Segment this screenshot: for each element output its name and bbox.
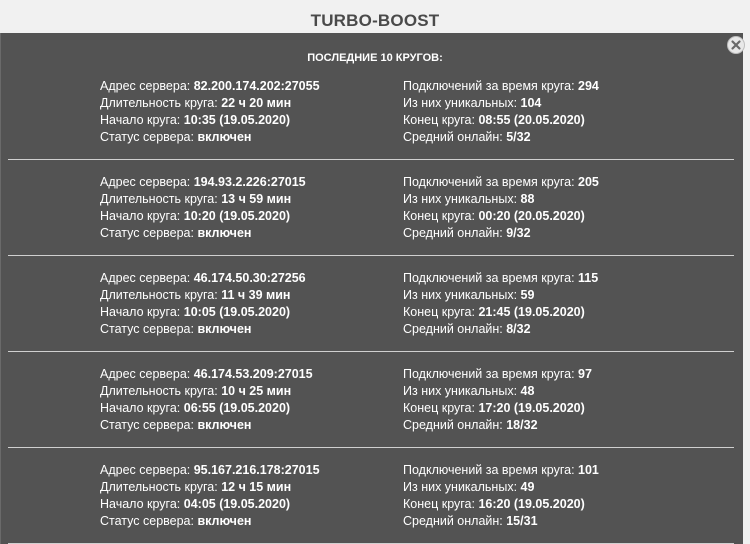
round-server-address-label: Адрес сервера: bbox=[100, 175, 194, 189]
round-avg-online-row bbox=[403, 129, 599, 146]
round-unique-row bbox=[403, 479, 599, 496]
round-unique-label: Из них уникальных: bbox=[403, 96, 521, 110]
round-end-value: 16:20 (19.05.2020) bbox=[478, 497, 585, 511]
round-status-label: Статус сервера: bbox=[100, 514, 198, 528]
round-duration-value: 12 ч 15 мин bbox=[221, 480, 292, 494]
round-unique-row bbox=[403, 95, 599, 112]
round-status-label: Статус сервера: bbox=[100, 226, 198, 240]
round-divider bbox=[8, 255, 734, 256]
round-connections-value: 294 bbox=[578, 79, 599, 93]
round-duration-label: Длительность круга: bbox=[100, 192, 222, 206]
round-end-row bbox=[403, 400, 592, 417]
round-duration-row bbox=[100, 479, 320, 496]
round-server-info bbox=[100, 174, 306, 242]
round-start-label: Начало круга: bbox=[100, 305, 184, 319]
close-icon bbox=[728, 37, 744, 53]
round-end-label: Конец круга: bbox=[403, 497, 479, 511]
round-end-label: Конец круга: bbox=[403, 305, 479, 319]
round-server-address-value: 46.174.50.30:27256 bbox=[193, 271, 306, 285]
round-start-row bbox=[100, 208, 306, 225]
round-status-label: Статус сервера: bbox=[100, 418, 198, 432]
round-duration-row bbox=[100, 383, 313, 400]
round-end-row bbox=[403, 496, 599, 513]
round-start-row bbox=[100, 400, 313, 417]
round-connections-value: 205 bbox=[578, 175, 599, 189]
round-status-value: включен bbox=[197, 418, 252, 432]
round-server-address-row bbox=[100, 78, 320, 95]
round-status-value: включен bbox=[197, 322, 252, 336]
round-unique-value: 49 bbox=[520, 480, 535, 494]
round-server-address-value: 46.174.53.209:27015 bbox=[193, 367, 313, 381]
round-connections-value: 97 bbox=[578, 367, 592, 381]
round-server-address-label: Адрес сервера: bbox=[100, 367, 194, 381]
round-server-info bbox=[100, 366, 313, 434]
round-avg-online-label: Средний онлайн: bbox=[403, 130, 507, 144]
round-avg-online-row bbox=[403, 321, 598, 338]
round-item bbox=[0, 462, 742, 544]
round-server-address-row bbox=[100, 462, 320, 479]
round-unique-row bbox=[403, 287, 598, 304]
round-avg-online-row bbox=[403, 417, 592, 434]
round-avg-online-value: 15/31 bbox=[506, 514, 538, 528]
round-start-row bbox=[100, 496, 320, 513]
round-stats-info bbox=[403, 270, 598, 338]
round-connections-row bbox=[403, 270, 598, 287]
round-end-value: 17:20 (19.05.2020) bbox=[478, 401, 585, 415]
round-server-info bbox=[100, 462, 320, 530]
round-connections-label: Подключений за время круга: bbox=[403, 463, 579, 477]
round-unique-label: Из них уникальных: bbox=[403, 288, 521, 302]
round-connections-row bbox=[403, 366, 592, 383]
round-end-label: Конец круга: bbox=[403, 209, 479, 223]
round-server-address-label: Адрес сервера: bbox=[100, 271, 194, 285]
round-start-row bbox=[100, 112, 320, 129]
round-server-address-row bbox=[100, 270, 306, 287]
round-status-label: Статус сервера: bbox=[100, 322, 198, 336]
round-start-row bbox=[100, 304, 306, 321]
round-connections-row bbox=[403, 174, 599, 191]
round-duration-value: 22 ч 20 мин bbox=[221, 96, 292, 110]
round-unique-row bbox=[403, 383, 592, 400]
round-status-row bbox=[100, 129, 320, 146]
round-item bbox=[0, 366, 742, 462]
round-item bbox=[0, 174, 742, 270]
round-end-row bbox=[403, 304, 598, 321]
round-status-row bbox=[100, 417, 313, 434]
round-duration-label: Длительность круга: bbox=[100, 384, 222, 398]
round-server-address-label: Адрес сервера: bbox=[100, 79, 194, 93]
round-status-label: Статус сервера: bbox=[100, 130, 198, 144]
round-avg-online-label: Средний онлайн: bbox=[403, 514, 507, 528]
round-avg-online-value: 8/32 bbox=[506, 322, 531, 336]
round-end-label: Конец круга: bbox=[403, 401, 479, 415]
round-connections-value: 101 bbox=[578, 463, 599, 477]
round-divider bbox=[8, 159, 734, 160]
round-avg-online-label: Средний онлайн: bbox=[403, 226, 507, 240]
round-item bbox=[0, 270, 742, 366]
round-unique-label: Из них уникальных: bbox=[403, 384, 521, 398]
round-unique-label: Из них уникальных: bbox=[403, 192, 521, 206]
round-start-label: Начало круга: bbox=[100, 497, 184, 511]
round-end-value: 00:20 (20.05.2020) bbox=[478, 209, 585, 223]
round-end-row bbox=[403, 112, 599, 129]
round-duration-row bbox=[100, 95, 320, 112]
round-duration-value: 13 ч 59 мин bbox=[221, 192, 292, 206]
round-connections-label: Подключений за время круга: bbox=[403, 79, 579, 93]
round-duration-row bbox=[100, 191, 306, 208]
round-status-value: включен bbox=[197, 514, 252, 528]
round-unique-value: 88 bbox=[520, 192, 535, 206]
round-stats-info bbox=[403, 462, 599, 530]
round-connections-label: Подключений за время круга: bbox=[403, 367, 579, 381]
round-duration-label: Длительность круга: bbox=[100, 288, 222, 302]
round-unique-value: 59 bbox=[520, 288, 535, 302]
round-end-label: Конец круга: bbox=[403, 113, 479, 127]
round-status-row bbox=[100, 225, 306, 242]
round-server-address-row bbox=[100, 174, 306, 191]
section-title: ПОСЛЕДНИЕ 10 КРУГОВ: bbox=[307, 52, 443, 64]
round-duration-row bbox=[100, 287, 306, 304]
round-status-value: включен bbox=[197, 130, 252, 144]
round-unique-row bbox=[403, 191, 599, 208]
round-server-info bbox=[100, 78, 320, 146]
round-duration-value: 11 ч 39 мин bbox=[221, 288, 291, 302]
round-start-label: Начало круга: bbox=[100, 401, 184, 415]
round-unique-value: 48 bbox=[520, 384, 535, 398]
round-server-address-value: 82.200.174.202:27055 bbox=[193, 79, 320, 93]
round-avg-online-label: Средний онлайн: bbox=[403, 322, 507, 336]
round-connections-label: Подключений за время круга: bbox=[403, 271, 579, 285]
round-avg-online-value: 5/32 bbox=[506, 130, 531, 144]
round-start-label: Начало круга: bbox=[100, 209, 184, 223]
round-connections-row bbox=[403, 462, 599, 479]
round-avg-online-label: Средний онлайн: bbox=[403, 418, 507, 432]
page-title: TURBO-BOOST bbox=[310, 11, 440, 30]
round-unique-label: Из них уникальных: bbox=[403, 480, 521, 494]
round-avg-online-row bbox=[403, 225, 599, 242]
round-stats-info bbox=[403, 174, 599, 242]
round-duration-label: Длительность круга: bbox=[100, 480, 222, 494]
round-avg-online-value: 9/32 bbox=[506, 226, 531, 240]
round-end-value: 21:45 (19.05.2020) bbox=[478, 305, 585, 319]
round-unique-value: 104 bbox=[520, 96, 542, 110]
round-start-value: 10:20 (19.05.2020) bbox=[183, 209, 291, 223]
round-avg-online-row bbox=[403, 513, 599, 530]
round-connections-value: 115 bbox=[578, 271, 599, 285]
round-stats-info bbox=[403, 366, 592, 434]
round-divider bbox=[8, 447, 734, 448]
round-start-value: 10:35 (19.05.2020) bbox=[183, 113, 291, 127]
round-start-label: Начало круга: bbox=[100, 113, 184, 127]
round-avg-online-value: 18/32 bbox=[506, 418, 538, 432]
round-duration-value: 10 ч 25 мин bbox=[221, 384, 292, 398]
round-start-value: 10:05 (19.05.2020) bbox=[183, 305, 291, 319]
round-item bbox=[0, 78, 742, 174]
round-start-value: 04:05 (19.05.2020) bbox=[183, 497, 291, 511]
round-divider bbox=[8, 351, 734, 352]
round-start-value: 06:55 (19.05.2020) bbox=[183, 401, 291, 415]
round-status-row bbox=[100, 513, 320, 530]
round-server-info bbox=[100, 270, 306, 338]
round-end-value: 08:55 (20.05.2020) bbox=[478, 113, 585, 127]
round-server-address-value: 194.93.2.226:27015 bbox=[193, 175, 306, 189]
round-end-row bbox=[403, 208, 599, 225]
round-connections-label: Подключений за время круга: bbox=[403, 175, 579, 189]
round-server-address-label: Адрес сервера: bbox=[100, 463, 194, 477]
round-status-value: включен bbox=[197, 226, 252, 240]
round-server-address-value: 95.167.216.178:27015 bbox=[193, 463, 320, 477]
round-duration-label: Длительность круга: bbox=[100, 96, 222, 110]
round-status-row bbox=[100, 321, 306, 338]
round-connections-row bbox=[403, 78, 599, 95]
round-stats-info bbox=[403, 78, 599, 146]
round-server-address-row bbox=[100, 366, 313, 383]
